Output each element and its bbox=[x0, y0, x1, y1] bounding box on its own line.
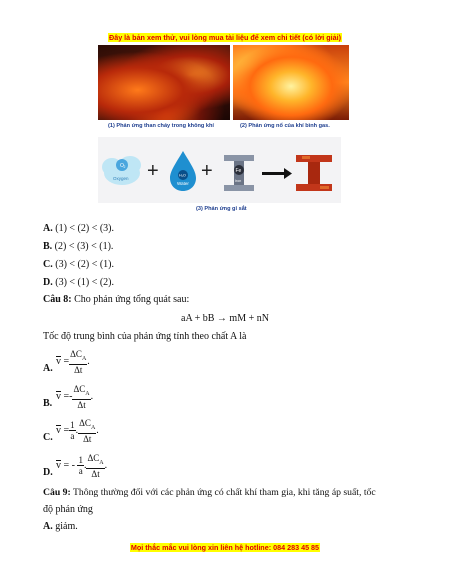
fraction-denominator: Δt bbox=[83, 433, 92, 444]
prev-option-d bbox=[43, 277, 114, 289]
water-formula: H₂O bbox=[179, 173, 186, 178]
equals-sign: = bbox=[61, 356, 70, 368]
fe-label: Fe bbox=[235, 168, 242, 174]
q8-option-c-letter bbox=[43, 432, 53, 444]
fraction-denominator: Δt bbox=[91, 468, 100, 479]
caption-coal: (1) Phản ứng than cháy trong không khí bbox=[108, 123, 214, 129]
o2-subscript: 2 bbox=[123, 165, 126, 169]
hotline-banner-text: Mọi thắc mắc vui lòng xin liên hệ hotline: 084 283 45 85 bbox=[130, 543, 320, 552]
prev-option-b-text: (2) < (3) < (1). bbox=[52, 241, 114, 252]
v-bar-symbol: v bbox=[56, 356, 61, 368]
oxygen-label: Oxygen bbox=[113, 176, 129, 181]
question-9 bbox=[43, 487, 376, 499]
fraction bbox=[83, 453, 104, 479]
question-9-text: Thông thường đối với các phản ứng có chất khí tham gia, khi tăng áp suất, tốc bbox=[70, 487, 376, 498]
rust-diagram-svg bbox=[98, 137, 341, 203]
coefficient-denominator: a bbox=[70, 431, 75, 442]
v-bar-symbol: v bbox=[56, 391, 61, 403]
fraction-denominator: Δt bbox=[74, 364, 83, 375]
question-8 bbox=[43, 294, 189, 306]
reaction-equation: aA + bB → mM + nN bbox=[181, 313, 269, 324]
caption-gas: (2) Phản ứng nổ của khí bình gas. bbox=[240, 123, 330, 129]
prev-option-d-text: (3) < (1) < (2). bbox=[52, 277, 114, 288]
prev-option-a-text: (1) < (2) < (3). bbox=[52, 223, 114, 234]
question-9-line2: độ phản ứng bbox=[43, 504, 93, 515]
equals-minus-sign: = - bbox=[61, 460, 75, 472]
coefficient-numerator: 1 bbox=[70, 420, 75, 431]
formula-end: . bbox=[90, 391, 94, 403]
v-bar-symbol: v bbox=[56, 460, 61, 472]
q8-option-b-letter-text: B. bbox=[43, 398, 53, 409]
question-8-text: Cho phản ứng tổng quát sau: bbox=[71, 294, 190, 305]
fraction-denominator: Δt bbox=[77, 399, 86, 410]
prev-option-d-letter: D. bbox=[43, 277, 53, 288]
formula-end: . bbox=[87, 356, 90, 368]
prev-option-a bbox=[43, 223, 114, 235]
iron-label: Iron bbox=[235, 179, 242, 183]
formula-end: . bbox=[104, 460, 108, 472]
gas-explosion-image bbox=[233, 45, 349, 120]
q8-option-a-formula bbox=[56, 349, 90, 375]
q8-option-b-formula bbox=[56, 384, 93, 410]
q8-option-c-letter-text: C. bbox=[43, 432, 53, 443]
o2-label: O bbox=[120, 163, 124, 169]
fraction bbox=[69, 349, 87, 375]
q8-option-c-formula bbox=[56, 418, 99, 444]
coefficient-numerator: 1 bbox=[78, 455, 83, 466]
caption-rust: (3) Phản ứng gỉ sắt bbox=[196, 206, 247, 212]
q8-option-d-letter bbox=[43, 467, 53, 479]
q8-option-d-letter-text: D. bbox=[43, 467, 53, 478]
multiply-dot: . bbox=[83, 460, 87, 472]
formula-end: . bbox=[96, 425, 99, 437]
fraction bbox=[75, 418, 96, 444]
burning-coal-image bbox=[98, 45, 230, 120]
plus-icon-2: + bbox=[201, 160, 213, 182]
prev-option-c bbox=[43, 259, 114, 271]
plus-icon-1: + bbox=[147, 160, 159, 182]
q9-option-a-text: giảm. bbox=[52, 521, 78, 532]
equals-sign: = bbox=[61, 425, 70, 437]
equals-minus-sign: =- bbox=[61, 391, 73, 403]
rust-diagram bbox=[98, 137, 341, 203]
prev-option-b bbox=[43, 241, 113, 253]
arrow-right-icon bbox=[262, 168, 292, 179]
fraction-numerator: $\Delta C_A$ bbox=[69, 349, 87, 365]
q8-option-b-letter bbox=[43, 398, 52, 410]
water-label: Water bbox=[177, 181, 189, 186]
prev-option-c-letter: C. bbox=[43, 259, 53, 270]
question-8-label: Câu 8: bbox=[43, 294, 72, 305]
fraction-numerator: $\Delta C_A$ bbox=[78, 418, 96, 434]
fraction bbox=[72, 384, 90, 410]
fraction-numerator: $\Delta C_A$ bbox=[72, 384, 90, 400]
q8-option-a-letter bbox=[43, 363, 53, 375]
coefficient-denominator: a bbox=[78, 466, 83, 477]
preview-banner bbox=[0, 27, 450, 45]
multiply-dot: . bbox=[75, 425, 79, 437]
prev-option-b-letter: B. bbox=[43, 241, 53, 252]
hotline-banner bbox=[0, 537, 450, 555]
question-8-prompt: Tốc độ trung bình của phản ứng tính theo chất A là bbox=[43, 331, 247, 342]
fraction-numerator: $\Delta C_A$ bbox=[86, 453, 104, 469]
question-9-label: Câu 9: bbox=[43, 487, 71, 498]
q8-option-a-letter-text: A. bbox=[43, 363, 53, 374]
preview-banner-text: Đây là bản xem thử, vui lòng mua tài liệu để xem chi tiết (có lời giải) bbox=[109, 33, 341, 42]
q9-option-a-letter: A. bbox=[43, 521, 53, 532]
prev-option-c-text: (3) < (2) < (1). bbox=[52, 259, 114, 270]
v-bar-symbol: v bbox=[56, 425, 61, 437]
prev-option-a-letter: A. bbox=[43, 223, 53, 234]
rusted-beam-icon bbox=[296, 155, 332, 191]
q9-option-a bbox=[43, 521, 78, 533]
q8-option-d-formula bbox=[56, 453, 107, 479]
